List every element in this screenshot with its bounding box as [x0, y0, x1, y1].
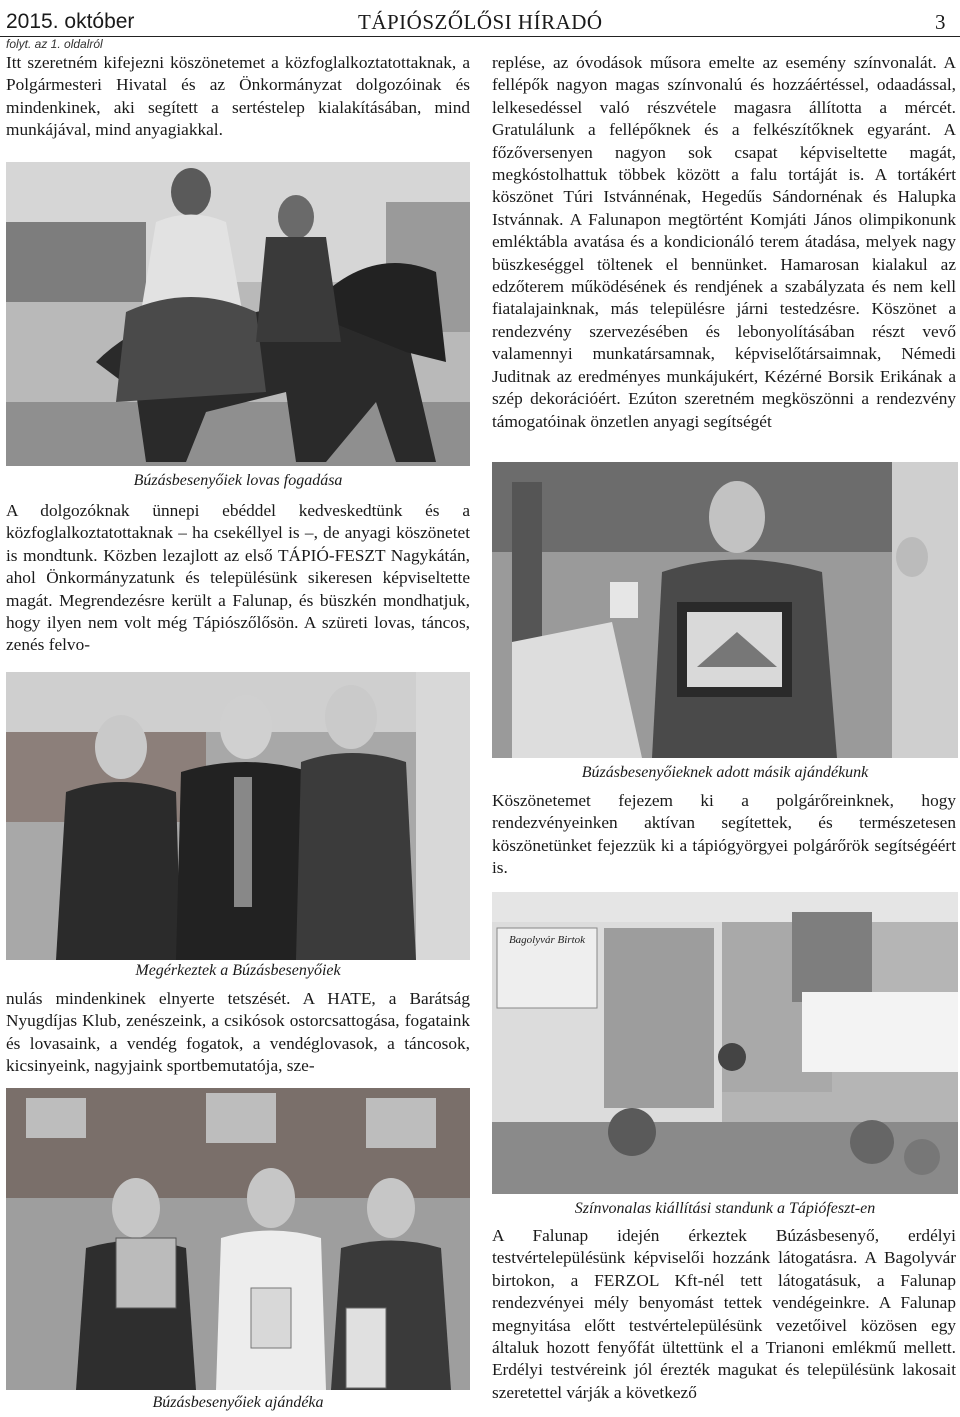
gift-holders-photo: [6, 1088, 470, 1390]
newspaper-title: TÁPIÓSZŐLŐSI HÍRADÓ: [358, 10, 603, 34]
paragraph-civil-guards: Köszönetemet fejezem ki a polgárőreinknek, hogy rendezvényeinken aktívan segítettek, és természetesen köszönetünket fejezzük ki a tápiógyörgyei polgárőrök segítségéért is.: [492, 791, 956, 878]
paragraph-sister-village: A Falunap idején érkeztek Búzásbesenyő, erdélyi testvértelepülésünk képviselői hozzánk látogatásra. A Bagolyvár birtokon, a FERZOL Kft-nél tett látogatásuk, a Falunap rendezvényei mély benyomást tettek vendégeinkre. A Falunap megnyitása előtt testvértelepülésünk vezetőivel közösen egy általuk hozott fenyőfát ültettünk el a Trianoni emlékmű mellett. Erdélyi testvéreink jól érezték magukat és településünk lakosait szeretettel várják a következő: [492, 1226, 956, 1402]
exhibition-stand-photo: [492, 892, 958, 1194]
intro-paragraph: Itt szeretném kifejezni köszönetemet a közfoglalkoztatottaknak, a Polgármesteri Hivatal és az Önkormányzat dolgozóinak és mindenkinek, aki segített a sertéstelep kialakításában, mind munkájával, mind anyagiakkal.: [6, 53, 470, 140]
stand-sign-text: Bagolyvár Birtok: [508, 934, 586, 946]
paragraph-lunch-tapiofeszt: A dolgozóknak ünnepi ebéddel kedveskedtünk és a közfoglalkoztatottaknak – ha csekéllyel is –, de anyagi köszönetet is mondtunk. Közben lezajlott az első TÁPIÓ-FESZT Nagykátán, ahol Önkormányzatunk és településünk sikeresen képviseltette magát. Megrendezésre került a Falunap, és büszkén mondhatjuk, hogy ilyen nem volt még Tápiószőlősön. A szüreti lovas, táncos, zenés felvo-: [6, 501, 470, 655]
framed-picture-caption: Búzásbesenyőieknek adott másik ajándékunk: [581, 764, 869, 781]
three-men-caption: Megérkeztek a Búzásbesenyőiek: [135, 962, 341, 979]
framed-picture-photo: [492, 462, 958, 758]
horse-riders-photo: [6, 162, 470, 466]
header-divider: [0, 36, 960, 37]
horse-riders-caption: Búzásbesenyőiek lovas fogadása: [133, 472, 343, 489]
paragraph-parade: nulás mindenkinek elnyerte tetszését. A HATE, a Barátság Nyugdíjas Klub, zenészeink, a csikósok ostorcsattogása, fogataink és lovasaink, a vendég fogatok, a vendéglovasok, a táncosok, kicsinyeink, nagyjaink sportbemutatója, sze-: [6, 989, 470, 1076]
gift-holders-caption: Búzásbesenyőiek ajándéka: [152, 1394, 324, 1411]
issue-date: 2015. október: [6, 10, 135, 33]
page-number: 3: [935, 10, 946, 34]
three-men-photo: [6, 672, 470, 960]
continuation-note: folyt. az 1. oldalról: [6, 37, 103, 51]
paragraph-performers: replése, az óvodások műsora emelte az esemény színvonalát. A fellépők nagyon magas színvonalú és hozzáértéssel, odaadással, lelkesedéssel való részvétele magasra állította a mércét. Gratulálunk a fellépőknek és a felkészítőknek egyaránt. A főzőversenyen nagyon sok csapat képviseltette magát, megkóstolhattuk többek között a falu tortáját is. A tortákért köszönet Túri Istvánnénak, Hegedűs Sándornénak és Halupka Istvánnak. A Falunapon megtörtént Komjáti János olimpikonunk emléktábla avatása és a kondicionáló terem átadása, melyek nagy büszkeséggel töltenek el bennünket. Hamarosan kialakul az edzőterem működésének és rendjének a szabályzata és nem kell fiatalajainknak, más településre járni testedzésre. Köszönet a rendezvény szervezésében és lebonyolításában részt vevő valamennyi munkatársamnak, képviselőtársaimnak, Némedi Juditnak az eredményes munkájukért, Kézérné Borsik Erikának a szép dekorációért. Ezúton szeretném megköszönni a rendezvény támogatóinak önzetlen anyagi segítségét: [492, 53, 956, 431]
exhibition-stand-caption: Színvonalas kiállítási standunk a Tápiófeszt-en: [574, 1200, 876, 1217]
